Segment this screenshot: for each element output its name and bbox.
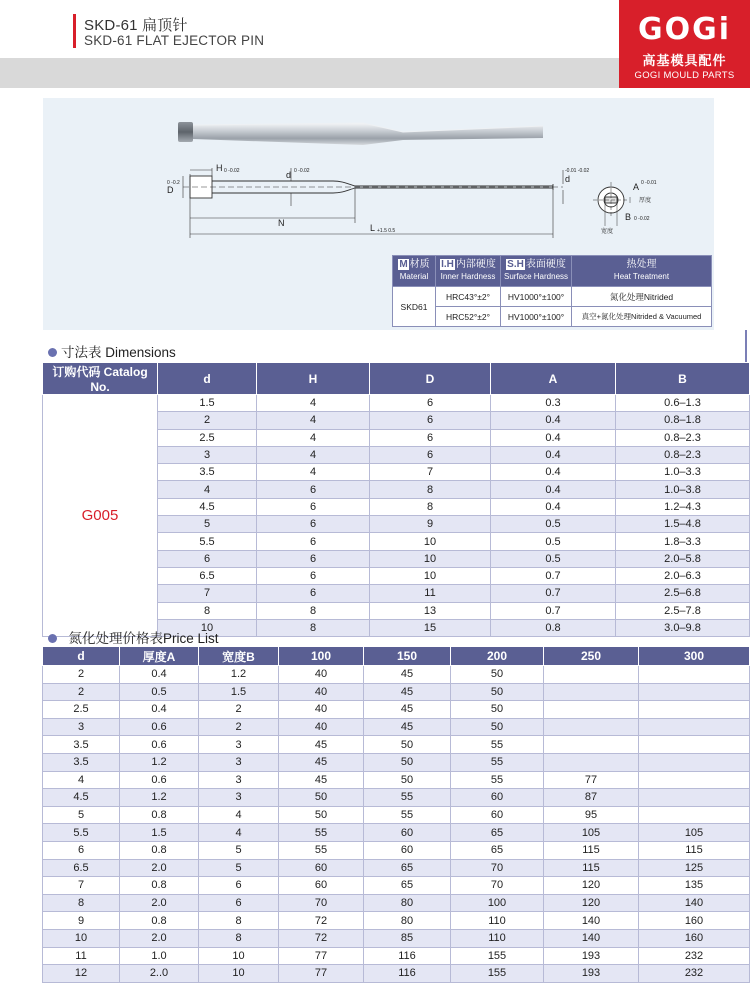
table-cell: 60 xyxy=(279,859,364,877)
table-cell: 105 xyxy=(639,824,750,842)
table-cell: 12 xyxy=(43,965,120,983)
table-row xyxy=(43,859,750,877)
table-cell: 0.6 xyxy=(120,771,199,789)
dimensions-table xyxy=(42,362,750,637)
logo-english-name: GOGI MOULD PARTS xyxy=(634,70,735,81)
label-A-tol: 0 -0.01 xyxy=(641,180,657,186)
table-cell: 50 xyxy=(451,701,544,719)
table-cell: 70 xyxy=(451,877,544,895)
table-cell: 0.3 xyxy=(491,395,616,412)
table-cell: 0.7 xyxy=(491,585,616,602)
table-cell: 3 xyxy=(158,446,257,463)
table-cell: 11 xyxy=(370,585,491,602)
label-A: A xyxy=(633,182,640,192)
table-cell: 40 xyxy=(279,718,364,736)
table-cell: 65 xyxy=(364,877,451,895)
table-row xyxy=(43,824,750,842)
label-D-tol: 0 -0.2 xyxy=(167,180,180,186)
table-cell xyxy=(639,753,750,771)
dimensions-section-title: 寸法表 Dimensions xyxy=(48,341,176,361)
table-cell: 45 xyxy=(364,718,451,736)
table-cell: 3 xyxy=(199,736,279,754)
table-cell: 13 xyxy=(370,602,491,619)
table-row xyxy=(43,841,750,859)
table-cell: 115 xyxy=(544,859,639,877)
table-row xyxy=(43,929,750,947)
table-cell: 45 xyxy=(364,701,451,719)
title-accent-bar xyxy=(73,14,76,48)
label-L: L xyxy=(370,223,376,233)
table-cell: 60 xyxy=(364,841,451,859)
table-cell: 60 xyxy=(364,824,451,842)
table-cell: 1.2–4.3 xyxy=(616,498,750,515)
table-cell: 0.6–1.3 xyxy=(616,395,750,412)
label-L-tol: +1.5 0.5 xyxy=(377,228,396,234)
table-cell: 0.5 xyxy=(491,516,616,533)
table-cell: 2 xyxy=(43,683,120,701)
table-row xyxy=(43,736,750,754)
table-cell: 0.4 xyxy=(491,481,616,498)
table-cell: 1.5 xyxy=(120,824,199,842)
material-table xyxy=(392,255,712,327)
table-cell: 0.5 xyxy=(491,550,616,567)
table-cell: 87 xyxy=(544,789,639,807)
table-cell: 85 xyxy=(364,929,451,947)
drawing-panel xyxy=(43,98,714,330)
label-d-lower: d xyxy=(565,174,571,184)
label-d-upper-tol: 0 -0.02 xyxy=(294,168,310,174)
label-H-tol: 0 -0.02 xyxy=(224,168,240,174)
table-cell: 55 xyxy=(279,841,364,859)
table-cell: 8 xyxy=(199,929,279,947)
table-cell: 1.0–3.3 xyxy=(616,464,750,481)
table-cell: 9 xyxy=(43,912,120,930)
table-cell: 8 xyxy=(158,602,257,619)
table-cell xyxy=(544,753,639,771)
table-cell: 3.0–9.8 xyxy=(616,619,750,636)
table-cell xyxy=(544,666,639,684)
table-cell: 1.8–3.3 xyxy=(616,533,750,550)
table-cell: 7 xyxy=(370,464,491,481)
table-cell: 50 xyxy=(364,771,451,789)
table-cell: 6.5 xyxy=(43,859,120,877)
table-cell: 15 xyxy=(370,619,491,636)
table-cell xyxy=(544,683,639,701)
table-cell: 4 xyxy=(257,464,370,481)
table-cell: 40 xyxy=(279,683,364,701)
table-cell: 6 xyxy=(199,877,279,895)
table-row xyxy=(43,666,750,684)
table-cell: 3 xyxy=(43,718,120,736)
table-cell: 6 xyxy=(370,412,491,429)
table-cell: 4 xyxy=(199,806,279,824)
table-cell: 135 xyxy=(639,877,750,895)
table-cell: 65 xyxy=(364,859,451,877)
table-cell: 1.5 xyxy=(199,683,279,701)
table-cell: 5 xyxy=(158,516,257,533)
table-cell: 125 xyxy=(639,859,750,877)
table-cell: 0.8 xyxy=(491,619,616,636)
logo-chinese-name: 高基模具配件 xyxy=(642,53,727,68)
table-cell: 0.4 xyxy=(491,498,616,515)
table-cell: 2.0 xyxy=(120,859,199,877)
table-cell: 3 xyxy=(199,789,279,807)
table-cell: 10 xyxy=(199,947,279,965)
table-cell: 0.8 xyxy=(120,841,199,859)
table-cell: 50 xyxy=(364,736,451,754)
table-cell: 3 xyxy=(199,771,279,789)
table-cell: 10 xyxy=(370,533,491,550)
table-row xyxy=(43,912,750,930)
table-cell: 115 xyxy=(544,841,639,859)
table-cell: 5.5 xyxy=(158,533,257,550)
table-cell: 2.0–5.8 xyxy=(616,550,750,567)
table-row xyxy=(43,771,750,789)
label-B-tol: 0 -0.02 xyxy=(634,216,650,222)
header-heat-treatment: 热处理 Heat Treatment xyxy=(572,256,712,287)
table-cell: 70 xyxy=(451,859,544,877)
table-cell xyxy=(544,701,639,719)
table-cell: 4.5 xyxy=(43,789,120,807)
table-cell: 1.0–3.8 xyxy=(616,481,750,498)
table-cell: 2 xyxy=(158,412,257,429)
table-cell: 4 xyxy=(199,824,279,842)
table-cell xyxy=(639,771,750,789)
table-cell: 55 xyxy=(364,789,451,807)
table-cell: 60 xyxy=(451,806,544,824)
table-cell: 5.5 xyxy=(43,824,120,842)
table-cell: 50 xyxy=(364,753,451,771)
table-cell: 45 xyxy=(279,771,364,789)
label-width: 宽度 xyxy=(601,229,614,235)
table-cell: 7 xyxy=(43,877,120,895)
table-cell: 8 xyxy=(257,619,370,636)
table-cell: 50 xyxy=(451,666,544,684)
table-cell: 115 xyxy=(639,841,750,859)
table-cell xyxy=(544,736,639,754)
label-D: D xyxy=(167,185,174,195)
page-title: SKD-61 扁顶针 xyxy=(84,17,188,34)
table-cell: 7 xyxy=(158,585,257,602)
table-cell: 2.5–7.8 xyxy=(616,602,750,619)
page-subtitle: SKD-61 FLAT EJECTOR PIN xyxy=(84,33,265,48)
table-cell: 2 xyxy=(199,701,279,719)
table-cell: 6 xyxy=(257,516,370,533)
table-cell: 45 xyxy=(279,736,364,754)
table-cell xyxy=(639,701,750,719)
table-cell: 55 xyxy=(451,736,544,754)
table-cell: 8 xyxy=(43,894,120,912)
table-cell: 8 xyxy=(370,481,491,498)
material-row: HRC52°±2° HV1000°±100° 真空+氮化处理Nitrided & Vacuumed xyxy=(393,307,712,327)
table-cell: 77 xyxy=(279,965,364,983)
table-cell: 0.6 xyxy=(120,736,199,754)
material-table-header xyxy=(393,256,712,287)
table-cell: 10 xyxy=(158,619,257,636)
pin-render xyxy=(178,122,543,145)
table-cell: 0.8–2.3 xyxy=(616,429,750,446)
table-cell: 6 xyxy=(43,841,120,859)
table-row xyxy=(43,877,750,895)
table-cell: 6 xyxy=(370,395,491,412)
label-d-lower-tol: -0.01 -0.02 xyxy=(565,168,590,174)
table-cell: 2.0 xyxy=(120,929,199,947)
table-cell: 55 xyxy=(279,824,364,842)
table-cell: 45 xyxy=(364,666,451,684)
table-cell: 100 xyxy=(451,894,544,912)
table-row xyxy=(43,806,750,824)
table-cell: 0.4 xyxy=(491,429,616,446)
table-cell xyxy=(639,666,750,684)
table-cell: 10 xyxy=(370,550,491,567)
table-cell: 160 xyxy=(639,912,750,930)
table-cell: 3.5 xyxy=(43,753,120,771)
table-cell: 4 xyxy=(257,395,370,412)
table-cell: 9 xyxy=(370,516,491,533)
material-row: SKD61 HRC43°±2° HV1000°±100° 氮化处理Nitrided xyxy=(393,287,712,307)
table-row xyxy=(43,395,750,412)
table-cell: 4 xyxy=(257,446,370,463)
table-cell xyxy=(639,806,750,824)
table-cell: 4.5 xyxy=(158,498,257,515)
brand-logo xyxy=(619,0,750,88)
table-cell: 0.7 xyxy=(491,602,616,619)
table-cell: 4 xyxy=(257,429,370,446)
table-cell: 105 xyxy=(544,824,639,842)
table-cell: 8 xyxy=(257,602,370,619)
table-cell: 193 xyxy=(544,947,639,965)
dimensions-header-row: 订购代码 Catalog No. d H D A B xyxy=(43,363,750,395)
table-cell: 0.5 xyxy=(491,533,616,550)
table-cell: 6 xyxy=(257,550,370,567)
table-cell: 6 xyxy=(370,429,491,446)
table-cell xyxy=(639,718,750,736)
table-row xyxy=(43,753,750,771)
table-cell: 1.0 xyxy=(120,947,199,965)
table-cell: 77 xyxy=(279,947,364,965)
table-cell: 116 xyxy=(364,965,451,983)
table-cell: 6 xyxy=(257,498,370,515)
table-cell: 5 xyxy=(199,859,279,877)
label-N: N xyxy=(278,218,285,228)
table-row xyxy=(43,894,750,912)
table-cell: 155 xyxy=(451,947,544,965)
table-cell: 3.5 xyxy=(158,464,257,481)
table-cell: 0.8 xyxy=(120,877,199,895)
table-cell: 2.0–6.3 xyxy=(616,567,750,584)
logo-wordmark: GOGi xyxy=(637,12,732,47)
table-cell: 116 xyxy=(364,947,451,965)
table-cell: 6 xyxy=(199,894,279,912)
table-row xyxy=(43,718,750,736)
table-cell: 8 xyxy=(199,912,279,930)
table-cell: 1.5–4.8 xyxy=(616,516,750,533)
table-cell: 2.5–6.8 xyxy=(616,585,750,602)
header-material: M 材质 Material xyxy=(393,256,436,287)
table-cell: 2 xyxy=(43,666,120,684)
table-cell: 6 xyxy=(257,533,370,550)
table-cell: 40 xyxy=(279,666,364,684)
table-cell: 60 xyxy=(279,877,364,895)
table-cell: 5 xyxy=(199,841,279,859)
bullet-icon xyxy=(48,634,57,643)
table-cell: 72 xyxy=(279,929,364,947)
label-H: H xyxy=(216,163,223,173)
table-cell: 72 xyxy=(279,912,364,930)
table-cell: 11 xyxy=(43,947,120,965)
table-cell: 0.6 xyxy=(120,718,199,736)
table-cell: 6.5 xyxy=(158,567,257,584)
table-cell: 3 xyxy=(199,753,279,771)
table-cell: 140 xyxy=(639,894,750,912)
material-name: SKD61 xyxy=(393,287,436,327)
table-row xyxy=(43,947,750,965)
table-cell: 1.2 xyxy=(120,789,199,807)
table-cell: 50 xyxy=(451,718,544,736)
table-cell xyxy=(639,683,750,701)
price-section-title: 氮化处理价格表Price List xyxy=(48,627,219,647)
table-cell: 40 xyxy=(279,701,364,719)
table-cell: 65 xyxy=(451,841,544,859)
table-cell: 70 xyxy=(279,894,364,912)
table-cell: 160 xyxy=(639,929,750,947)
table-cell: 77 xyxy=(544,771,639,789)
table-cell: 50 xyxy=(279,789,364,807)
table-cell: 6 xyxy=(257,567,370,584)
table-cell: 0.5 xyxy=(120,683,199,701)
table-cell: 0.4 xyxy=(491,464,616,481)
table-cell: 232 xyxy=(639,947,750,965)
table-cell: 1.2 xyxy=(120,753,199,771)
bullet-icon xyxy=(48,348,57,357)
table-cell: 0.4 xyxy=(120,666,199,684)
table-cell: 120 xyxy=(544,894,639,912)
table-cell: 193 xyxy=(544,965,639,983)
table-cell xyxy=(639,736,750,754)
table-cell: 1.5 xyxy=(158,395,257,412)
table-cell: 80 xyxy=(364,894,451,912)
table-cell: 140 xyxy=(544,912,639,930)
table-cell: 2.5 xyxy=(158,429,257,446)
table-cell: 5 xyxy=(43,806,120,824)
table-cell: 95 xyxy=(544,806,639,824)
table-cell: 4 xyxy=(257,412,370,429)
table-cell: 10 xyxy=(43,929,120,947)
table-cell: 6 xyxy=(257,585,370,602)
price-header-row: d 厚度A 宽度B 100 150 200 250 300 xyxy=(43,647,750,666)
table-row xyxy=(43,683,750,701)
table-cell: 0.8 xyxy=(120,912,199,930)
header-surface-hardness: S.H 表面硬度 Surface Hardness xyxy=(501,256,572,287)
table-cell: 140 xyxy=(544,929,639,947)
table-cell: 2..0 xyxy=(120,965,199,983)
table-cell: 0.4 xyxy=(491,412,616,429)
table-cell: 110 xyxy=(451,912,544,930)
table-cell: 6 xyxy=(257,481,370,498)
catalog-code: G005 xyxy=(43,395,158,637)
table-cell: 8 xyxy=(370,498,491,515)
table-cell: 120 xyxy=(544,877,639,895)
table-cell: 0.8 xyxy=(120,806,199,824)
table-cell: 155 xyxy=(451,965,544,983)
table-cell: 6 xyxy=(158,550,257,567)
table-cell: 0.4 xyxy=(120,701,199,719)
table-cell: 3.5 xyxy=(43,736,120,754)
table-cell xyxy=(544,718,639,736)
table-cell: 80 xyxy=(364,912,451,930)
table-cell: 45 xyxy=(279,753,364,771)
label-B: B xyxy=(625,212,632,222)
table-cell xyxy=(639,789,750,807)
table-cell: 2.5 xyxy=(43,701,120,719)
table-cell: 1.2 xyxy=(199,666,279,684)
label-thickness: 厚度 xyxy=(639,198,652,204)
table-cell: 4 xyxy=(158,481,257,498)
table-cell: 50 xyxy=(279,806,364,824)
table-cell: 60 xyxy=(451,789,544,807)
table-cell: 55 xyxy=(451,753,544,771)
table-cell: 65 xyxy=(451,824,544,842)
table-cell: 10 xyxy=(370,567,491,584)
table-cell: 55 xyxy=(364,806,451,824)
table-cell: 50 xyxy=(451,683,544,701)
table-cell: 2.0 xyxy=(120,894,199,912)
table-cell: 0.8–1.8 xyxy=(616,412,750,429)
table-cell: 110 xyxy=(451,929,544,947)
table-cell: 2 xyxy=(199,718,279,736)
table-cell: 10 xyxy=(199,965,279,983)
label-d-upper: d xyxy=(286,170,292,180)
table-cell: 232 xyxy=(639,965,750,983)
table-cell: 4 xyxy=(43,771,120,789)
table-cell: 45 xyxy=(364,683,451,701)
header-inner-hardness: I.H 内部硬度 Inner Hardness xyxy=(436,256,501,287)
table-cell: 0.4 xyxy=(491,446,616,463)
table-cell: 0.7 xyxy=(491,567,616,584)
table-cell: 6 xyxy=(370,446,491,463)
table-row xyxy=(43,789,750,807)
table-row xyxy=(43,701,750,719)
table-row xyxy=(43,965,750,983)
price-table xyxy=(42,646,750,983)
table-cell: 55 xyxy=(451,771,544,789)
table-cell: 0.8–2.3 xyxy=(616,446,750,463)
